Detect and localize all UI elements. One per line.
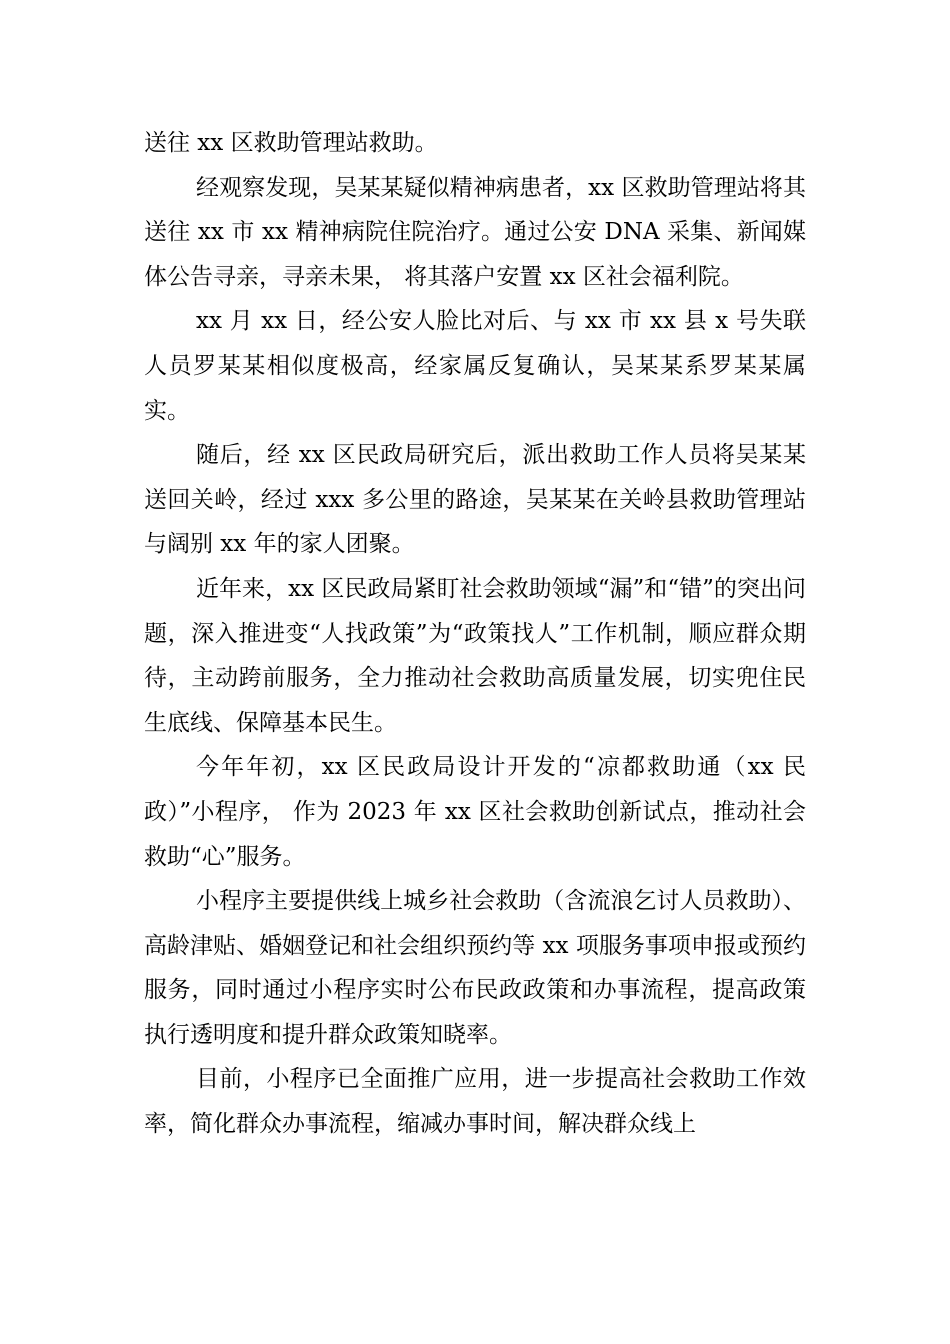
paragraph-current-status: 目前，小程序已全面推广应用，进一步提高社会救助工作效率，简化群众办事流程，缩减办事时间，解决群众线上 (144, 1066, 806, 1138)
paragraph-reunion: 随后，经 xx 区民政局研究后，派出救助工作人员将吴某某送回关岭，经过 xxx 多公里的路途，吴某某在关岭县救助管理站与阔别 xx 年的家人团聚。 (144, 442, 806, 558)
paragraph-continuation: 送往 xx 区救助管理站救助。 (144, 130, 438, 156)
paragraph-recent-years: 近年来，xx 区民政局紧盯社会救助领域“漏”和“错”的突出问题，深入推进变“人找政策”为“政策找人”工作机制，顺应群众期待，主动跨前服务，全力推动社会救助高质量发展，切实兜住民生底线、保障基本民生。 (144, 575, 806, 736)
paragraph-observation: 经观察发现，吴某某疑似精神病患者，xx 区救助管理站将其送往 xx 市 xx 精神病院住院治疗。通过公安 DNA 采集、新闻媒体公告寻亲，寻亲未果， 将其落户安置 xx 区社会福利院。 (144, 174, 806, 290)
paragraph-mini-program-services: 小程序主要提供线上城乡社会救助（含流浪乞讨人员救助）、高龄津贴、婚姻登记和社会组织预约等 xx 项服务事项申报或预约服务，同时通过小程序实时公布民政政策和办事流程，提高政策执行透明度和提升群众政策知晓率。 (144, 888, 806, 1048)
paragraph-mini-program-launch: 今年年初，xx 区民政局设计开发的“凉都救助通（xx 民政）”小程序， 作为 2023 年 xx 区社会救助创新试点，推动社会救助“心”服务。 (144, 754, 806, 870)
paragraph-face-match: xx 月 xx 日，经公安人脸比对后、与 xx 市 xx 县 x 号失联人员罗某某相似度极高，经家属反复确认，吴某某系罗某某属实。 (144, 308, 806, 424)
document-body (144, 121, 806, 1147)
